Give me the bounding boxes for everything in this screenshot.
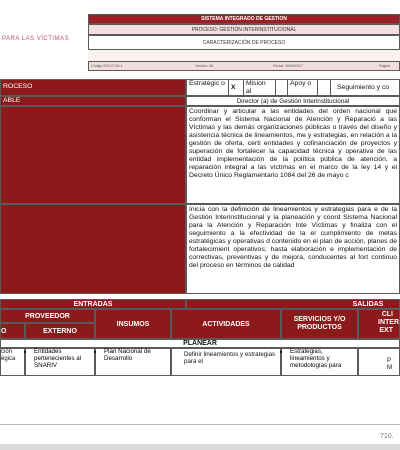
entradas-header: ENTRADAS bbox=[0, 299, 186, 309]
proveedor-header: PROVEEDOR bbox=[0, 309, 95, 323]
responsible-value: Director (a) de Gestión Interinstitucional bbox=[186, 96, 400, 106]
doc-version: Versión: 06 bbox=[195, 64, 213, 68]
logo-text: PARA LAS VÍCTIMAS bbox=[2, 36, 70, 42]
process-type-label: ROCESO bbox=[0, 79, 186, 96]
option-support: Apoy o bbox=[290, 80, 312, 87]
option-followup: Seguimiento y co bbox=[337, 84, 390, 91]
row-clientes: P M bbox=[358, 348, 400, 376]
row-externo: • Entidades pertenecientes al SNARIV bbox=[25, 348, 95, 376]
header bbox=[0, 0, 400, 74]
row-servicios: • Estrategias, lineamientos y metodologías para bbox=[281, 348, 358, 376]
bottom-gray-band bbox=[0, 444, 400, 450]
scope-label-cell bbox=[0, 204, 186, 294]
page-number: 710. bbox=[380, 433, 394, 440]
planear-band: PLANEAR bbox=[0, 339, 400, 348]
strategic-mark: X bbox=[231, 84, 236, 91]
doc-title: SISTEMA INTEGRADO DE GESTION bbox=[88, 14, 400, 24]
scope-text: Inicia con la definición de lineamientos y estrategias para e de la Gestión Interinstitucional y la planeación y coord Sistema Nacional para la Atención y Reparación Inte Víctimas y finaliza con el seguimiento a la efectividad de la el cumplimiento de metas estratégicas y operativas d contenido en el plan de acción, planes de fortalecimient operativos; hasta elaboración e implementación de correctivas, preventivas y de mejora, conducentes al fort continuo del proceso en términos de calidad bbox=[186, 204, 400, 294]
insumos-header: INSUMOS bbox=[95, 309, 171, 339]
objective-label-cell bbox=[0, 106, 186, 204]
objective-text: Coordinar y articular a las entidades del orden nacional que conforman el Sistema Nacional de Atención y Reparació a las Víctimas y las demás organizaciones públicas o través del diseño y asistencia técnica de lineamientos, me y estrategias, en relación a la gestión de oferta, certi entidades y cofinanciación de proyectos y superación de fortalecer la capacidad técnica y operativa de las entidad implementación de la política pública de atención, a reparación integral a las víctimas en el marco de la ley 14 y el Decreto Único Reglamentario 1084 del 26 de mayo c bbox=[186, 106, 400, 204]
row-actividades: Definir lineamientos y estrategias para el bbox=[171, 348, 281, 376]
externo-header: EXTERNO bbox=[25, 323, 95, 339]
doc-meta-row bbox=[88, 61, 400, 71]
salidas-header: SALIDAS bbox=[186, 299, 400, 309]
logo bbox=[0, 0, 88, 66]
actividades-header: ACTIVIDADES bbox=[171, 309, 281, 339]
page-gap bbox=[0, 376, 400, 424]
characterization-title: CARACTERIZACIÓN DE PROCESO bbox=[88, 35, 400, 50]
doc-date: Fecha: 28/09/2017 bbox=[273, 64, 303, 68]
responsible-label: ABLE bbox=[0, 96, 186, 106]
process-name: PROCESO: GESTIÓN INTERINSTITUCIONAL bbox=[88, 24, 400, 35]
doc-page: Página bbox=[379, 64, 391, 68]
interno-header: O bbox=[0, 323, 25, 339]
page-edge-line bbox=[0, 424, 400, 425]
clientes-header: CLI INTER EXT bbox=[358, 309, 400, 339]
row-insumos: • Plan Nacional de Desarrollo bbox=[95, 348, 171, 376]
servicios-header: SERVICIOS Y/O PRODUCTOS bbox=[281, 309, 358, 339]
row-interno: ción égica bbox=[0, 348, 25, 376]
process-type-options bbox=[186, 79, 400, 96]
doc-code: Código:200,07,09-1 bbox=[91, 64, 123, 68]
option-missional: Mision al bbox=[246, 80, 266, 95]
option-strategic: Estratégic o bbox=[189, 80, 225, 87]
